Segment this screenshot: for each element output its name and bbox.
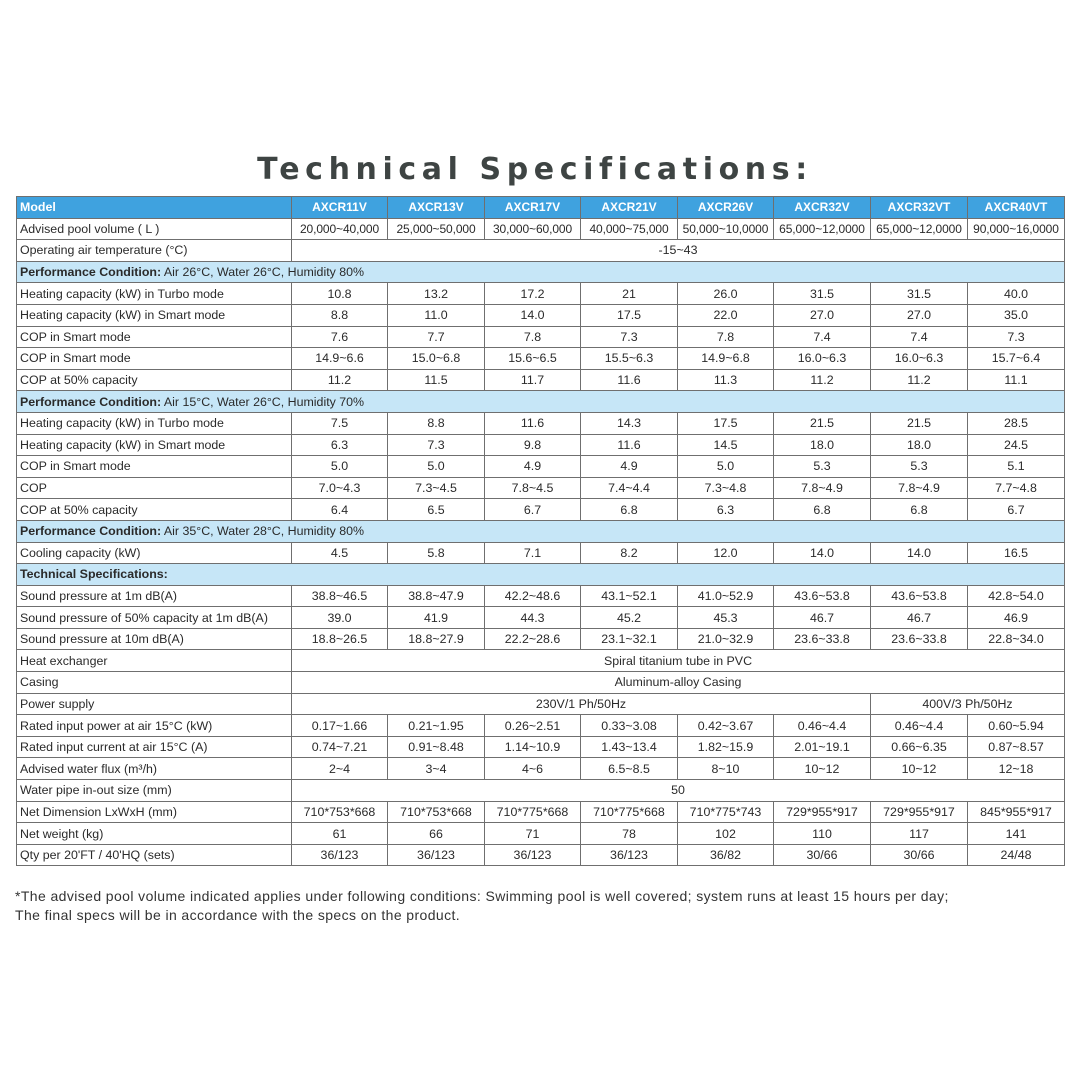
table-row (17, 283, 1065, 305)
value-cell: 4~6 (485, 758, 581, 780)
row-label: Net Dimension LxWxH (mm) (17, 801, 292, 823)
table-row (17, 780, 1065, 802)
footnote (15, 887, 1065, 925)
value-cell: 110 (774, 823, 871, 845)
value-cell: 13.2 (388, 283, 485, 305)
value-cell: 6.7 (485, 499, 581, 521)
section-header (17, 520, 1065, 542)
value-cell: 36/123 (292, 844, 388, 866)
value-cell: 8~10 (678, 758, 774, 780)
value-cell: 710*753*668 (388, 801, 485, 823)
value-cell: 141 (968, 823, 1065, 845)
section-header-text: Air 35°C, Water 28°C, Humidity 80% (161, 524, 365, 539)
value-cell: 30/66 (871, 844, 968, 866)
value-cell: 7.4~4.4 (581, 477, 678, 499)
value-cell: 6.5 (388, 499, 485, 521)
value-cell: 2~4 (292, 758, 388, 780)
value-cell: 845*955*917 (968, 801, 1065, 823)
value-cell: 4.9 (581, 456, 678, 478)
row-label: Sound pressure at 1m dB(A) (17, 585, 292, 607)
row-label: Cooling capacity (kW) (17, 542, 292, 564)
value-cell: 0.66~6.35 (871, 736, 968, 758)
value-cell: 45.3 (678, 607, 774, 629)
spec-table (16, 196, 1065, 866)
value-cell: 36/82 (678, 844, 774, 866)
section-header-text: Air 26°C, Water 26°C, Humidity 80% (161, 265, 365, 280)
value-cell: 1.14~10.9 (485, 736, 581, 758)
value-cell: 7.8~4.9 (871, 477, 968, 499)
value-cell: 7.3 (581, 326, 678, 348)
value-cell: 0.26~2.51 (485, 715, 581, 737)
value-cell: 17.5 (581, 304, 678, 326)
value-cell: 7.8 (485, 326, 581, 348)
footnote-line-2: The final specs will be in accordance with the specs on the product. (15, 907, 461, 923)
value-cell: 5.8 (388, 542, 485, 564)
value-cell: 6.3 (678, 499, 774, 521)
model-name-cell: AXCR40VT (968, 197, 1065, 219)
section-header-row (17, 391, 1065, 413)
value-cell: 14.0 (774, 542, 871, 564)
value-cell: 12.0 (678, 542, 774, 564)
table-row (17, 628, 1065, 650)
value-cell: 0.87~8.57 (968, 736, 1065, 758)
value-cell: 7.8 (678, 326, 774, 348)
value-cell: 42.2~48.6 (485, 585, 581, 607)
value-cell: 38.8~47.9 (388, 585, 485, 607)
value-cell: 7.8~4.5 (485, 477, 581, 499)
row-label: Rated input current at air 15°C (A) (17, 736, 292, 758)
value-cell: 90,000~16,0000 (968, 218, 1065, 240)
value-cell: 44.3 (485, 607, 581, 629)
value-cell: 18.8~26.5 (292, 628, 388, 650)
value-cell: 39.0 (292, 607, 388, 629)
value-cell: 21 (581, 283, 678, 305)
value-cell: 14.0 (871, 542, 968, 564)
value-cell: 0.91~8.48 (388, 736, 485, 758)
value-cell: 14.0 (485, 304, 581, 326)
row-label: COP (17, 477, 292, 499)
row-label: COP in Smart mode (17, 326, 292, 348)
value-cell: 710*775*743 (678, 801, 774, 823)
value-cell: 6.8 (774, 499, 871, 521)
value-cell: 11.0 (388, 304, 485, 326)
row-label: COP at 50% capacity (17, 369, 292, 391)
section-header-bold: Performance Condition: (20, 524, 162, 539)
value-cell: 16.5 (968, 542, 1065, 564)
merged-value-cell: 50 (292, 780, 1065, 802)
row-label: Heating capacity (kW) in Smart mode (17, 304, 292, 326)
value-cell: 8.8 (292, 304, 388, 326)
table-row (17, 218, 1065, 240)
value-cell: 27.0 (871, 304, 968, 326)
table-row (17, 736, 1065, 758)
value-cell: 14.5 (678, 434, 774, 456)
section-header (17, 564, 1065, 586)
value-cell: 15.5~6.3 (581, 348, 678, 370)
row-label: Qty per 20'FT / 40'HQ (sets) (17, 844, 292, 866)
value-cell: 0.17~1.66 (292, 715, 388, 737)
merged-value-cell: Aluminum-alloy Casing (292, 672, 1065, 694)
model-name-cell: AXCR17V (485, 197, 581, 219)
value-cell: 18.0 (871, 434, 968, 456)
value-cell: 28.5 (968, 412, 1065, 434)
value-cell: 45.2 (581, 607, 678, 629)
value-cell: 6.7 (968, 499, 1065, 521)
section-header-bold: Performance Condition: (20, 394, 162, 409)
value-cell: 7.8~4.9 (774, 477, 871, 499)
value-cell: 7.3~4.5 (388, 477, 485, 499)
model-name-cell: AXCR11V (292, 197, 388, 219)
value-cell: 5.0 (678, 456, 774, 478)
value-cell: 7.7~4.8 (968, 477, 1065, 499)
value-cell: 8.8 (388, 412, 485, 434)
power-supply-single-phase: 230V/1 Ph/50Hz (292, 693, 871, 715)
value-cell: 2.01~19.1 (774, 736, 871, 758)
value-cell: 12~18 (968, 758, 1065, 780)
value-cell: 46.7 (871, 607, 968, 629)
value-cell: 11.7 (485, 369, 581, 391)
table-row (17, 477, 1065, 499)
value-cell: 11.2 (292, 369, 388, 391)
table-row (17, 693, 1065, 715)
value-cell: 117 (871, 823, 968, 845)
value-cell: 43.6~53.8 (774, 585, 871, 607)
value-cell: 38.8~46.5 (292, 585, 388, 607)
section-header-bold: Performance Condition: (20, 265, 162, 280)
value-cell: 0.33~3.08 (581, 715, 678, 737)
model-name-cell: AXCR32VT (871, 197, 968, 219)
value-cell: 30,000~60,000 (485, 218, 581, 240)
value-cell: 7.6 (292, 326, 388, 348)
table-row (17, 412, 1065, 434)
value-cell: 61 (292, 823, 388, 845)
model-name-cell: AXCR13V (388, 197, 485, 219)
merged-value-cell: -15~43 (292, 240, 1065, 262)
value-cell: 16.0~6.3 (871, 348, 968, 370)
value-cell: 5.3 (774, 456, 871, 478)
value-cell: 7.7 (388, 326, 485, 348)
value-cell: 11.5 (388, 369, 485, 391)
table-row (17, 672, 1065, 694)
value-cell: 41.9 (388, 607, 485, 629)
row-label: Heat exchanger (17, 650, 292, 672)
value-cell: 18.0 (774, 434, 871, 456)
model-name-cell: AXCR21V (581, 197, 678, 219)
row-label: Advised pool volume ( L ) (17, 218, 292, 240)
value-cell: 71 (485, 823, 581, 845)
value-cell: 36/123 (388, 844, 485, 866)
table-row (17, 348, 1065, 370)
value-cell: 46.7 (774, 607, 871, 629)
value-cell: 1.82~15.9 (678, 736, 774, 758)
value-cell: 26.0 (678, 283, 774, 305)
value-cell: 5.3 (871, 456, 968, 478)
value-cell: 66 (388, 823, 485, 845)
row-label: Casing (17, 672, 292, 694)
value-cell: 36/123 (581, 844, 678, 866)
value-cell: 710*775*668 (485, 801, 581, 823)
value-cell: 40,000~75,000 (581, 218, 678, 240)
value-cell: 42.8~54.0 (968, 585, 1065, 607)
table-row (17, 499, 1065, 521)
value-cell: 35.0 (968, 304, 1065, 326)
value-cell: 7.5 (292, 412, 388, 434)
value-cell: 22.8~34.0 (968, 628, 1065, 650)
value-cell: 5.0 (388, 456, 485, 478)
value-cell: 15.6~6.5 (485, 348, 581, 370)
value-cell: 15.7~6.4 (968, 348, 1065, 370)
value-cell: 17.2 (485, 283, 581, 305)
value-cell: 14.9~6.6 (292, 348, 388, 370)
value-cell: 46.9 (968, 607, 1065, 629)
power-supply-three-phase: 400V/3 Ph/50Hz (871, 693, 1065, 715)
value-cell: 0.74~7.21 (292, 736, 388, 758)
section-header-row (17, 564, 1065, 586)
value-cell: 7.4 (774, 326, 871, 348)
value-cell: 21.5 (774, 412, 871, 434)
value-cell: 50,000~10,0000 (678, 218, 774, 240)
footnote-line-1: *The advised pool volume indicated applies under following conditions: Swimming pool is well covered; system runs at least 15 hours per day; (15, 888, 949, 904)
table-row (17, 585, 1065, 607)
value-cell: 11.2 (774, 369, 871, 391)
value-cell: 21.0~32.9 (678, 628, 774, 650)
value-cell: 27.0 (774, 304, 871, 326)
value-cell: 43.6~53.8 (871, 585, 968, 607)
table-row (17, 434, 1065, 456)
value-cell: 5.0 (292, 456, 388, 478)
value-cell: 24/48 (968, 844, 1065, 866)
value-cell: 65,000~12,0000 (871, 218, 968, 240)
value-cell: 40.0 (968, 283, 1065, 305)
table-row (17, 801, 1065, 823)
value-cell: 7.3~4.8 (678, 477, 774, 499)
row-label: COP in Smart mode (17, 348, 292, 370)
value-cell: 23.6~33.8 (774, 628, 871, 650)
value-cell: 102 (678, 823, 774, 845)
table-row (17, 456, 1065, 478)
merged-value-cell: Spiral titanium tube in PVC (292, 650, 1065, 672)
value-cell: 10~12 (774, 758, 871, 780)
value-cell: 31.5 (871, 283, 968, 305)
row-label: Advised water flux (m³/h) (17, 758, 292, 780)
value-cell: 7.3 (388, 434, 485, 456)
value-cell: 11.1 (968, 369, 1065, 391)
value-cell: 14.9~6.8 (678, 348, 774, 370)
value-cell: 18.8~27.9 (388, 628, 485, 650)
value-cell: 30/66 (774, 844, 871, 866)
value-cell: 9.8 (485, 434, 581, 456)
value-cell: 11.6 (581, 369, 678, 391)
table-row (17, 542, 1065, 564)
value-cell: 22.0 (678, 304, 774, 326)
value-cell: 7.0~4.3 (292, 477, 388, 499)
value-cell: 41.0~52.9 (678, 585, 774, 607)
value-cell: 710*775*668 (581, 801, 678, 823)
value-cell: 11.3 (678, 369, 774, 391)
value-cell: 31.5 (774, 283, 871, 305)
value-cell: 6.3 (292, 434, 388, 456)
row-label: Rated input power at air 15°C (kW) (17, 715, 292, 737)
value-cell: 14.3 (581, 412, 678, 434)
table-row (17, 607, 1065, 629)
value-cell: 43.1~52.1 (581, 585, 678, 607)
value-cell: 10~12 (871, 758, 968, 780)
value-cell: 36/123 (485, 844, 581, 866)
table-row (17, 650, 1065, 672)
value-cell: 7.3 (968, 326, 1065, 348)
value-cell: 4.5 (292, 542, 388, 564)
value-cell: 4.9 (485, 456, 581, 478)
value-cell: 11.6 (581, 434, 678, 456)
value-cell: 20,000~40,000 (292, 218, 388, 240)
value-cell: 0.46~4.4 (871, 715, 968, 737)
value-cell: 11.2 (871, 369, 968, 391)
row-label: Water pipe in-out size (mm) (17, 780, 292, 802)
value-cell: 16.0~6.3 (774, 348, 871, 370)
row-label: Heating capacity (kW) in Turbo mode (17, 283, 292, 305)
row-label: Sound pressure of 50% capacity at 1m dB(A) (17, 607, 292, 629)
section-header (17, 391, 1065, 413)
table-row (17, 715, 1065, 737)
value-cell: 0.60~5.94 (968, 715, 1065, 737)
table-row (17, 844, 1065, 866)
value-cell: 1.43~13.4 (581, 736, 678, 758)
value-cell: 7.1 (485, 542, 581, 564)
row-label: Heating capacity (kW) in Smart mode (17, 434, 292, 456)
value-cell: 0.21~1.95 (388, 715, 485, 737)
row-label: COP in Smart mode (17, 456, 292, 478)
table-row (17, 240, 1065, 262)
value-cell: 0.42~3.67 (678, 715, 774, 737)
value-cell: 25,000~50,000 (388, 218, 485, 240)
value-cell: 10.8 (292, 283, 388, 305)
value-cell: 22.2~28.6 (485, 628, 581, 650)
section-header (17, 261, 1065, 283)
value-cell: 3~4 (388, 758, 485, 780)
value-cell: 23.6~33.8 (871, 628, 968, 650)
section-header-row (17, 520, 1065, 542)
row-label: Operating air temperature (°C) (17, 240, 292, 262)
value-cell: 17.5 (678, 412, 774, 434)
table-row (17, 326, 1065, 348)
table-row (17, 304, 1065, 326)
page-title: Technical Specifications: (257, 152, 813, 187)
value-cell: 0.46~4.4 (774, 715, 871, 737)
value-cell: 78 (581, 823, 678, 845)
row-label: Heating capacity (kW) in Turbo mode (17, 412, 292, 434)
value-cell: 15.0~6.8 (388, 348, 485, 370)
value-cell: 8.2 (581, 542, 678, 564)
value-cell: 23.1~32.1 (581, 628, 678, 650)
spec-table-body (17, 197, 1065, 866)
table-row (17, 758, 1065, 780)
row-label: COP at 50% capacity (17, 499, 292, 521)
section-header-row (17, 261, 1065, 283)
section-header-text: Air 15°C, Water 26°C, Humidity 70% (161, 394, 365, 409)
model-header: Model (17, 197, 292, 219)
value-cell: 65,000~12,0000 (774, 218, 871, 240)
value-cell: 11.6 (485, 412, 581, 434)
value-cell: 5.1 (968, 456, 1065, 478)
table-row (17, 369, 1065, 391)
value-cell: 6.4 (292, 499, 388, 521)
value-cell: 710*753*668 (292, 801, 388, 823)
value-cell: 729*955*917 (774, 801, 871, 823)
row-label: Sound pressure at 10m dB(A) (17, 628, 292, 650)
model-name-cell: AXCR32V (774, 197, 871, 219)
value-cell: 6.5~8.5 (581, 758, 678, 780)
value-cell: 7.4 (871, 326, 968, 348)
value-cell: 6.8 (871, 499, 968, 521)
section-header-bold: Technical Specifications: (20, 567, 168, 582)
value-cell: 729*955*917 (871, 801, 968, 823)
row-label: Net weight (kg) (17, 823, 292, 845)
value-cell: 21.5 (871, 412, 968, 434)
model-name-cell: AXCR26V (678, 197, 774, 219)
table-header-row (17, 197, 1065, 219)
row-label: Power supply (17, 693, 292, 715)
value-cell: 24.5 (968, 434, 1065, 456)
value-cell: 6.8 (581, 499, 678, 521)
table-row (17, 823, 1065, 845)
